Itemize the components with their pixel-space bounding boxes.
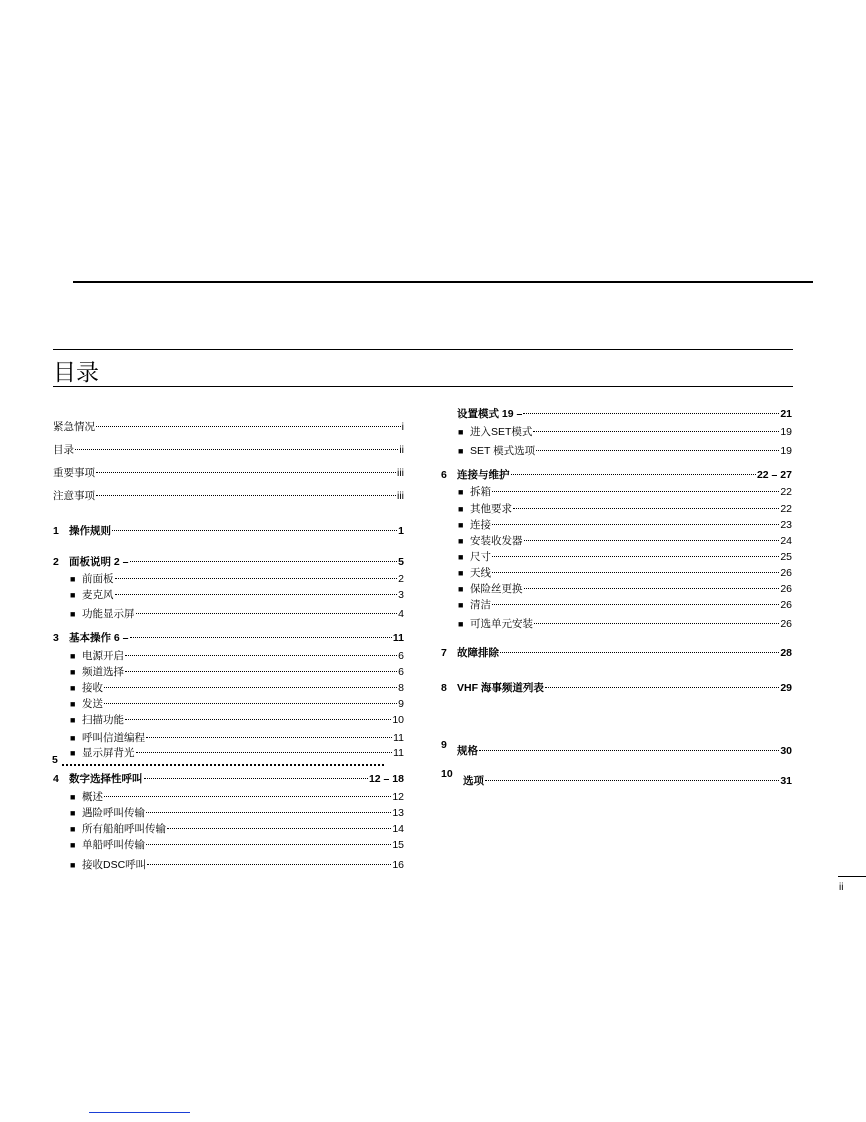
toc-page: 30 (780, 745, 792, 757)
toc-label: 紧急情况 (53, 421, 95, 433)
page-number: ii (839, 882, 844, 893)
toc-row[interactable] (70, 713, 404, 727)
square-bullet-icon: ■ (70, 683, 76, 693)
toc-page: ii (399, 444, 404, 456)
square-bullet-icon: ■ (70, 699, 76, 709)
square-bullet-icon: ■ (70, 733, 76, 743)
toc-label: 天线 (470, 567, 491, 579)
toc-label: 操作规则 (69, 525, 111, 537)
toc-label: 其他要求 (470, 503, 512, 515)
toc-label: 数字选择性呼叫 (69, 773, 143, 785)
toc-leader-dots (146, 811, 391, 813)
toc-label: 麦克风 (82, 589, 114, 601)
toc-leader-dots (112, 529, 397, 531)
top-rule (73, 281, 813, 283)
square-bullet-icon: ■ (458, 584, 464, 594)
toc-page: 26 (780, 599, 792, 611)
toc-section-number: 1 (53, 525, 59, 537)
toc-row[interactable] (53, 524, 404, 538)
toc-label: 拆箱 (470, 486, 491, 498)
toc-label: 连接 (470, 519, 491, 531)
toc-leader-dots (492, 523, 779, 525)
square-bullet-icon: ■ (70, 609, 76, 619)
toc-label: 所有船舶呼叫传输 (82, 823, 166, 835)
toc-page: 6 (398, 650, 404, 662)
toc-row[interactable] (70, 665, 404, 679)
toc-row[interactable] (53, 489, 404, 503)
toc-label: 接收 (82, 682, 103, 694)
toc-row[interactable] (458, 617, 792, 631)
toc-page: 19 (780, 426, 792, 438)
toc-label: VHF 海事频道列表 (457, 682, 544, 694)
toc-label: 进入SET模式 (470, 426, 533, 438)
stray-section-five: 5 (52, 754, 58, 766)
toc-label: SET 模式选项 (470, 445, 536, 457)
toc-leader-dots (130, 560, 398, 562)
square-bullet-icon: ■ (458, 520, 464, 530)
square-bullet-icon: ■ (70, 840, 76, 850)
toc-leader-dots (96, 425, 401, 427)
toc-row[interactable] (441, 646, 792, 660)
toc-leader-dots (523, 412, 779, 414)
toc-leader-dots (513, 507, 779, 509)
toc-page: 26 (780, 567, 792, 579)
square-bullet-icon: ■ (70, 748, 76, 758)
toc-section-number: 9 (441, 739, 447, 751)
toc-label: 尺寸 (470, 551, 491, 563)
toc-label: 规格 (457, 745, 478, 757)
toc-page: 8 (398, 682, 404, 694)
square-bullet-icon: ■ (70, 860, 76, 870)
toc-label: 频道选择 (82, 666, 124, 678)
toc-section-number: 8 (441, 682, 447, 694)
toc-leader-dots (524, 539, 780, 541)
toc-page: 10 (392, 714, 404, 726)
toc-leader-dots (479, 749, 779, 751)
toc-row[interactable] (458, 550, 792, 564)
toc-page: 31 (780, 775, 792, 787)
toc-page: 11 (392, 632, 404, 644)
toc-label: 保险丝更换 (470, 583, 523, 595)
toc-label: 清洁 (470, 599, 491, 611)
square-bullet-icon: ■ (70, 792, 76, 802)
square-bullet-icon: ■ (70, 651, 76, 661)
toc-leader-dots (104, 795, 391, 797)
toc-row[interactable] (458, 502, 792, 516)
toc-page: 19 (780, 445, 792, 457)
toc-leader-dots (492, 555, 779, 557)
toc-page: 14 (392, 823, 404, 835)
square-bullet-icon: ■ (458, 536, 464, 546)
toc-label: 注意事项 (53, 490, 95, 502)
square-bullet-icon: ■ (458, 427, 464, 437)
square-bullet-icon: ■ (458, 552, 464, 562)
toc-label: 接收DSC呼叫 (82, 859, 147, 871)
toc-row[interactable] (70, 858, 404, 872)
toc-label: 安装收发器 (470, 535, 523, 547)
toc-leader-dots (125, 718, 391, 720)
toc-row[interactable] (458, 425, 792, 439)
toc-label: 功能显示屏 (82, 608, 135, 620)
toc-page: 12 – 18 (368, 773, 404, 785)
toc-label: 可选单元安装 (470, 618, 533, 630)
toc-label: 故障排除 (457, 647, 499, 659)
toc-page: 21 (780, 408, 792, 420)
toc-page: 5 (398, 556, 404, 568)
toc-leader-dots (115, 577, 398, 579)
square-bullet-icon: ■ (458, 600, 464, 610)
toc-page: 26 (780, 583, 792, 595)
toc-page: 3 (398, 589, 404, 601)
toc-label: 遇险呼叫传输 (82, 807, 145, 819)
toc-leader-dots (524, 587, 780, 589)
toc-row[interactable] (70, 572, 404, 586)
toc-label: 重要事项 (53, 467, 95, 479)
toc-row[interactable] (441, 681, 792, 695)
toc-leader-dots (104, 686, 397, 688)
toc-leader-dots (536, 449, 779, 451)
toc-leader-dots (533, 430, 779, 432)
toc-leader-dots (534, 622, 779, 624)
toc-row[interactable] (458, 598, 792, 612)
toc-row[interactable] (70, 731, 404, 745)
toc-row[interactable] (441, 739, 792, 758)
toc-label: 扫描功能 (82, 714, 124, 726)
toc-page: 26 (780, 618, 792, 630)
toc-row[interactable] (70, 822, 404, 836)
toc-row[interactable] (458, 566, 792, 580)
square-bullet-icon: ■ (70, 824, 76, 834)
toc-row[interactable] (70, 746, 404, 760)
toc-page: 22 (780, 503, 792, 515)
square-bullet-icon: ■ (70, 590, 76, 600)
toc-row[interactable] (441, 407, 792, 421)
toc-page: iii (397, 490, 404, 502)
toc-label: 发送 (82, 698, 103, 710)
toc-label: 显示屏背光 (82, 747, 135, 759)
toc-page: 6 (398, 666, 404, 678)
page-title: 目录 (53, 359, 99, 385)
toc-leader-dots (104, 702, 397, 704)
toc-row[interactable] (70, 607, 404, 621)
toc-leader-dots (144, 777, 368, 779)
toc-label: 设置模式 19 – (457, 408, 523, 420)
toc-row[interactable] (70, 681, 404, 695)
toc-row[interactable] (70, 806, 404, 820)
square-bullet-icon: ■ (458, 487, 464, 497)
square-bullet-icon: ■ (70, 808, 76, 818)
toc-leader-dots (136, 612, 398, 614)
toc-row[interactable] (458, 485, 792, 499)
toc-page: 16 (392, 859, 404, 871)
toc-leader-dots (167, 827, 391, 829)
toc-leader-dots (492, 603, 779, 605)
toc-label: 面板说明 2 – (69, 556, 129, 568)
toc-row[interactable] (441, 768, 792, 788)
toc-label: 前面板 (82, 573, 114, 585)
toc-page: 11 (393, 747, 404, 759)
toc-row[interactable] (70, 588, 404, 602)
toc-leader-dots (511, 473, 756, 475)
toc-row[interactable] (53, 555, 404, 569)
toc-row[interactable] (53, 420, 404, 434)
toc-row[interactable] (70, 790, 404, 804)
toc-label: 单船呼叫传输 (82, 839, 145, 851)
toc-row[interactable] (70, 697, 404, 711)
toc-page: iii (397, 467, 404, 479)
toc-page: 28 (780, 647, 792, 659)
title-rule-bottom (53, 386, 793, 387)
toc-label: 呼叫信道编程 (82, 732, 145, 744)
title-rule-top (53, 349, 793, 350)
toc-row[interactable] (458, 444, 792, 458)
toc-section-number: 3 (53, 632, 59, 644)
toc-row[interactable] (458, 582, 792, 596)
toc-section-number: 4 (53, 773, 59, 785)
toc-row[interactable] (70, 838, 404, 852)
toc-page: 12 (392, 791, 404, 803)
toc-label: 目录 (53, 444, 74, 456)
toc-leader-dots (75, 448, 398, 450)
toc-row[interactable] (53, 631, 404, 645)
toc-page: 24 (780, 535, 792, 547)
toc-label: 连接与维护 (457, 469, 510, 481)
toc-row[interactable] (458, 518, 792, 532)
toc-leader-dots (96, 494, 396, 496)
square-bullet-icon: ■ (458, 619, 464, 629)
toc-leader-dots (125, 670, 397, 672)
stray-dotted-line (62, 764, 384, 766)
toc-page: 9 (398, 698, 404, 710)
square-bullet-icon: ■ (458, 504, 464, 514)
toc-leader-dots (492, 571, 779, 573)
toc-page: 25 (780, 551, 792, 563)
square-bullet-icon: ■ (70, 715, 76, 725)
square-bullet-icon: ■ (458, 568, 464, 578)
toc-leader-dots (115, 593, 398, 595)
toc-row[interactable] (70, 649, 404, 663)
toc-section-number: 6 (441, 469, 447, 481)
toc-leader-dots (500, 651, 779, 653)
toc-page: 15 (392, 839, 404, 851)
toc-page: 2 (398, 573, 404, 585)
toc-section-number: 10 (441, 768, 453, 780)
toc-label: 电源开启 (82, 650, 124, 662)
toc-leader-dots (146, 843, 391, 845)
square-bullet-icon: ■ (70, 667, 76, 677)
toc-page: 4 (398, 608, 404, 620)
toc-leader-dots (492, 490, 779, 492)
toc-leader-dots (147, 863, 391, 865)
toc-label: 基本操作 6 – (69, 632, 129, 644)
toc-label: 概述 (82, 791, 103, 803)
toc-page: 29 (780, 682, 792, 694)
toc-leader-dots (485, 779, 779, 781)
toc-leader-dots (125, 654, 397, 656)
toc-leader-dots (146, 736, 392, 738)
toc-row[interactable] (458, 534, 792, 548)
toc-page: 22 (780, 486, 792, 498)
toc-page: 1 (398, 525, 404, 537)
toc-section-number: 2 (53, 556, 59, 568)
toc-leader-dots (96, 471, 396, 473)
toc-leader-dots (545, 686, 779, 688)
toc-label: 选项 (463, 775, 484, 787)
toc-section-number: 7 (441, 647, 447, 659)
toc-page: 11 (393, 732, 404, 744)
footer-link-underline[interactable] (89, 1112, 190, 1113)
toc-row[interactable] (53, 443, 404, 457)
toc-leader-dots (130, 636, 392, 638)
toc-page: i (401, 421, 404, 433)
toc-row[interactable] (53, 466, 404, 480)
toc-leader-dots (136, 751, 393, 753)
toc-page: 22 – 27 (756, 469, 792, 481)
toc-page: 13 (392, 807, 404, 819)
square-bullet-icon: ■ (458, 446, 464, 456)
toc-row[interactable] (441, 468, 792, 482)
toc-row[interactable] (53, 772, 404, 786)
toc-page: 23 (780, 519, 792, 531)
square-bullet-icon: ■ (70, 574, 76, 584)
margin-tick (838, 876, 866, 877)
